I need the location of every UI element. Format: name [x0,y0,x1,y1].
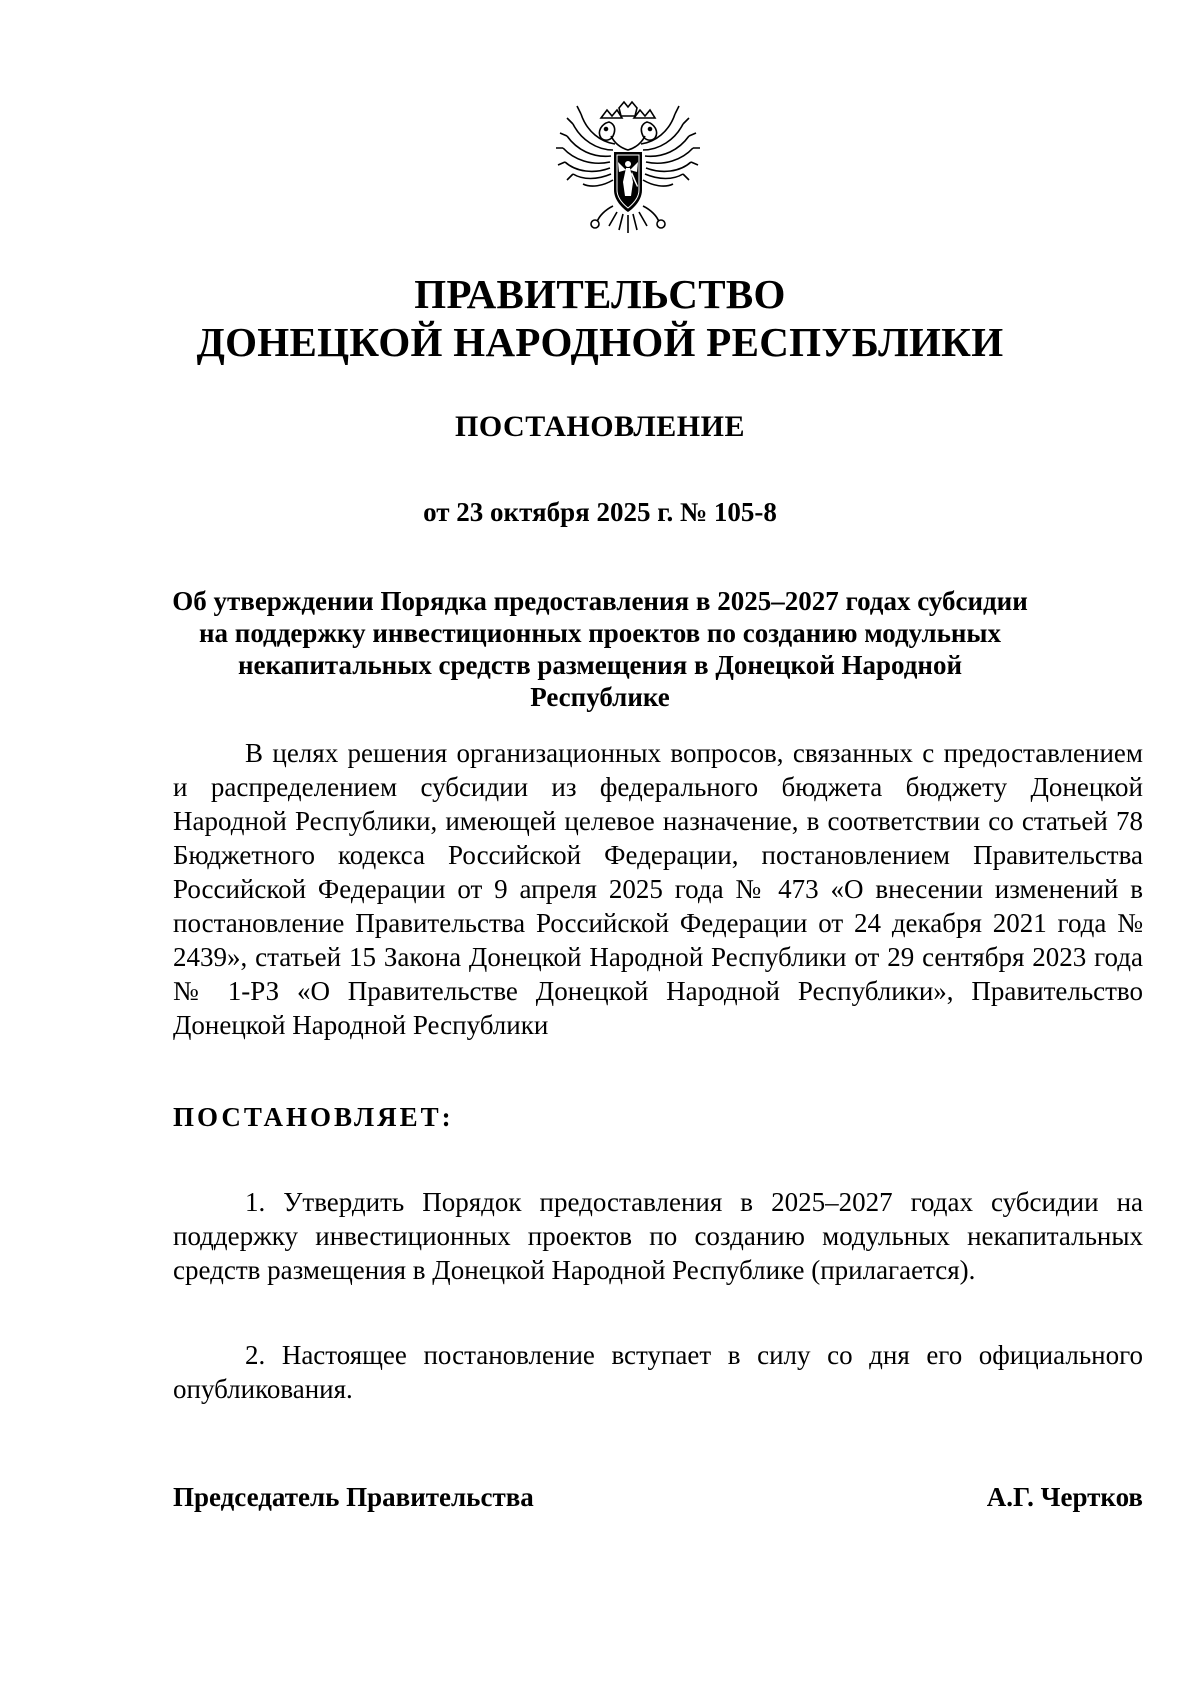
organization-title [160,270,1040,366]
document-date-number: от 23 октября 2025 г. № 105-8 [423,497,777,527]
document-subject [170,585,1030,713]
decree-item-2: 2. Настоящее постановление вступает в силу со дня его официального опубликования. [173,1340,1143,1404]
signatory-name: А.Г. Чертков [986,1482,1143,1512]
decree-heading: ПОСТАНОВЛЯЕТ: [173,1102,454,1132]
organization-title-line-2: ДОНЕЦКОЙ НАРОДНОЙ РЕСПУБЛИКИ [196,319,1004,365]
coat-of-arms-icon [553,100,703,250]
signatory-position: Председатель Правительства [173,1482,534,1512]
document-subject-line-3: некапитальных средств размещения в Донецкой Народной Республике [237,650,963,712]
organization-title-line-1: ПРАВИТЕЛЬСТВО [414,271,786,317]
preamble-paragraph: В целях решения организационных вопросов, связанных с предоставлением и распределением субсидии из федерального бюджета бюджету Донецкой Народной Республики, имеющей целевое назначение, в соответствии со статьей 78 Бюджетного кодекса Российской Федерации, постановлением Правительства Российской Федерации от 9 апреля 2025 года № 473 «О внесении изменений в постановление Правительства Российской Федерации от 24 декабря 2021 года № 2439», статьей 15 Закона Донецкой Народной Республики от 29 сентября 2023 года № 1-РЗ «О Правительстве Донецкой Народной Республики», Правительство Донецкой Народной Республики [173,738,1143,1040]
document-type: ПОСТАНОВЛЕНИЕ [455,410,745,443]
document-subject-line-2: на поддержку инвестиционных проектов по созданию модульных [198,618,1002,648]
document-subject-line-1: Об утверждении Порядка предоставления в 2025–2027 годах субсидии [172,586,1028,616]
decree-item-1: 1. Утвердить Порядок предоставления в 2025–2027 годах субсидии на поддержку инвестиционных проектов по созданию модульных некапитальных средств размещения в Донецкой Народной Республике (прилагается). [173,1187,1143,1285]
